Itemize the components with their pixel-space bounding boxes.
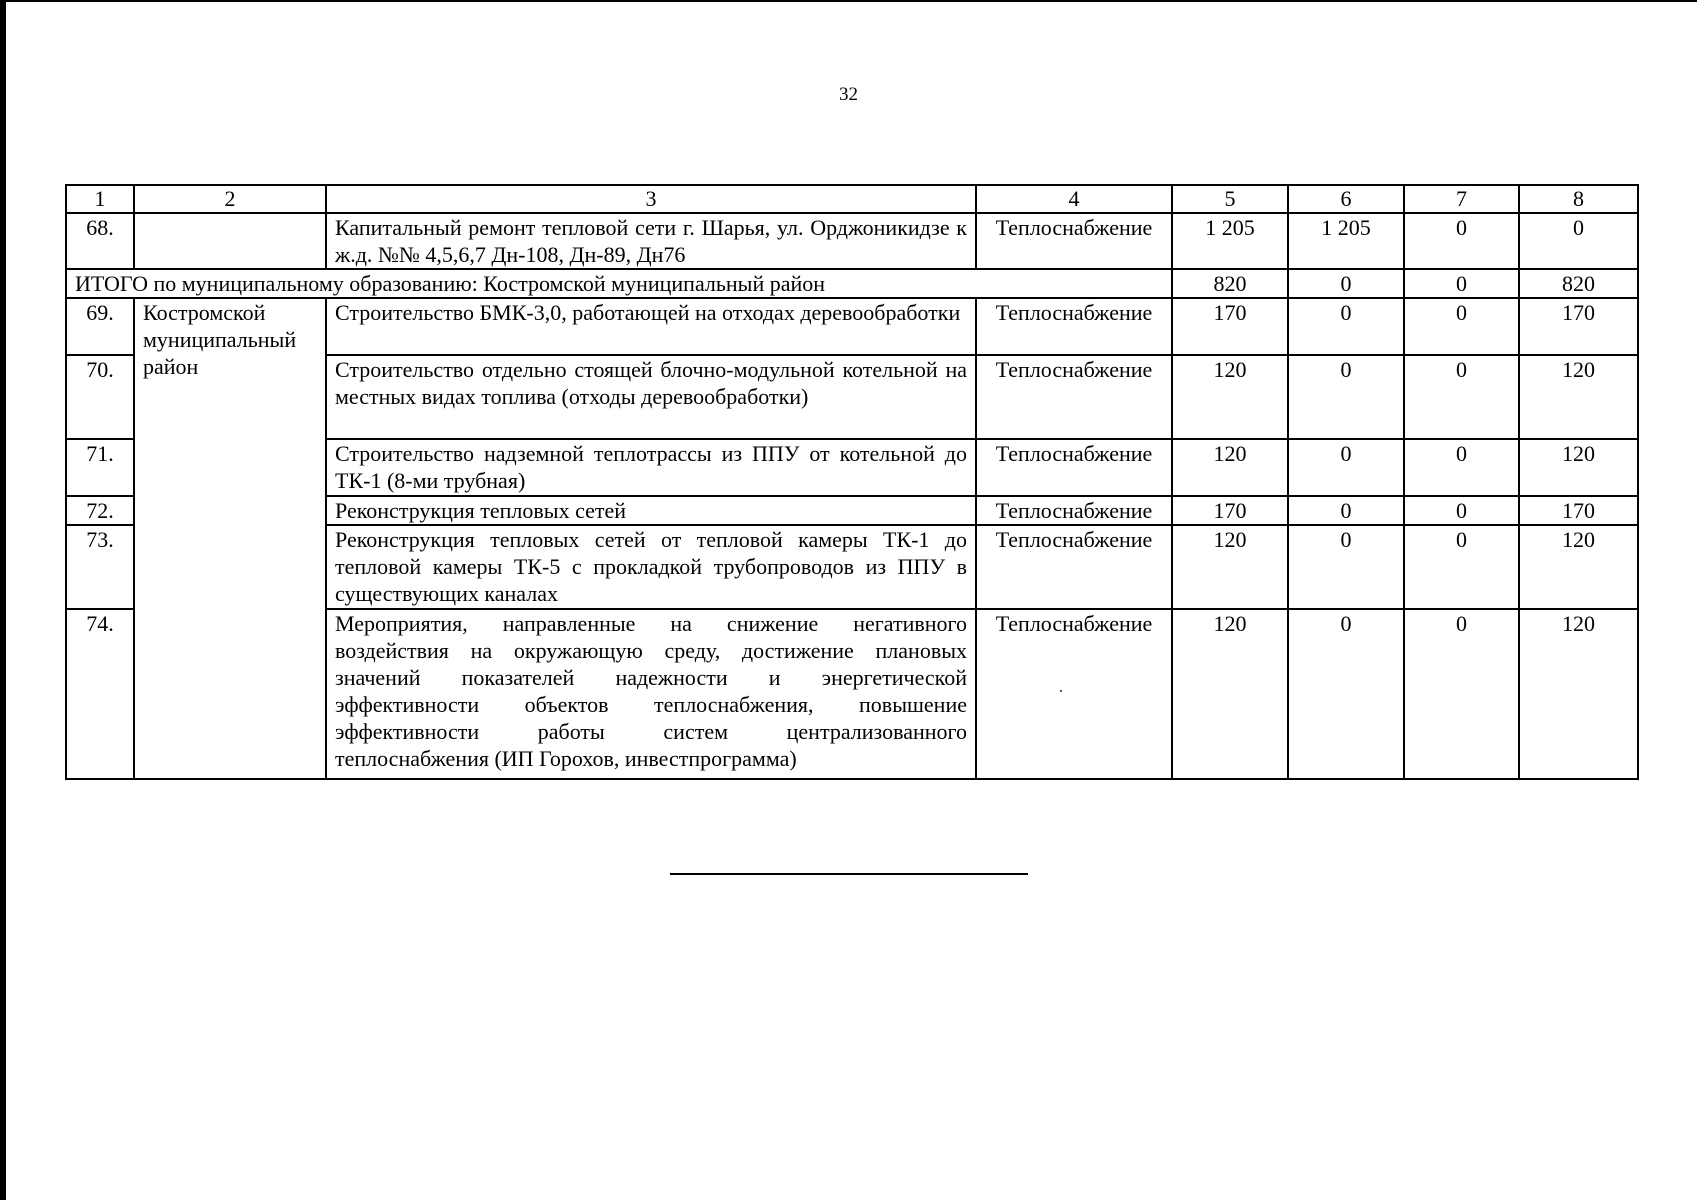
header-cell: 2 [134,185,326,213]
row-area [134,213,326,269]
row-description: Реконструкция тепловых сетей от тепловой камеры ТК-1 до тепловой камеры ТК-5 с прокладкой трубопроводов из ППУ в существующих каналах [326,525,976,609]
total-label: ИТОГО по муниципальному образованию: Костромской муниципальный район [66,269,1172,298]
table-row [66,298,1638,355]
row-value-8: 120 [1519,525,1638,609]
row-description: Строительство БМК-3,0, работающей на отходах деревообработки [326,298,976,355]
row-value-7: 0 [1404,496,1519,525]
row-value-7: 0 [1404,525,1519,609]
row-value-5: 120 [1172,609,1288,779]
scan-left-edge [0,0,6,1200]
row-type: Теплоснабжение [976,355,1172,439]
row-number: 69. [66,298,134,355]
table-header-row [66,185,1638,213]
row-value-5: 1 205 [1172,213,1288,269]
row-value-6: 0 [1288,355,1404,439]
row-value-6: 0 [1288,525,1404,609]
row-value-7: 0 [1404,439,1519,496]
header-cell: 6 [1288,185,1404,213]
row-description: Реконструкция тепловых сетей [326,496,976,525]
table-row [66,213,1638,269]
header-cell: 1 [66,185,134,213]
row-number: 70. [66,355,134,439]
row-type: Теплоснабжение [976,609,1172,779]
row-value-5: 170 [1172,496,1288,525]
row-description: Мероприятия, направленные на снижение негативного воздействия на окружающую среду, достижение плановых значений показателей надежности и энергетической эффективности объектов теплоснабжения, повышение эффективности работы систем централизованного теплоснабжения (ИП Горохов, инвестпрограмма) [326,609,976,779]
total-row [66,269,1638,298]
row-number: 68. [66,213,134,269]
row-number: 73. [66,525,134,609]
row-number: 71. [66,439,134,496]
row-value-8: 120 [1519,439,1638,496]
end-of-document-rule [670,873,1028,875]
row-value-7: 0 [1404,298,1519,355]
row-type: Теплоснабжение [976,525,1172,609]
row-value-6: 1 205 [1288,213,1404,269]
row-type: Теплоснабжение [976,213,1172,269]
total-value-5: 820 [1172,269,1288,298]
row-value-7: 0 [1404,609,1519,779]
header-cell: 8 [1519,185,1638,213]
row-value-7: 0 [1404,355,1519,439]
row-value-6: 0 [1288,609,1404,779]
row-description: Строительство отдельно стоящей блочно-модульной котельной на местных видах топлива (отходы деревообработки) [326,355,976,439]
document-table [65,184,1639,780]
row-area: Костромской муниципальный район [134,298,326,779]
row-value-8: 0 [1519,213,1638,269]
total-value-8: 820 [1519,269,1638,298]
row-value-7: 0 [1404,213,1519,269]
row-type: Теплоснабжение [976,439,1172,496]
row-number: 74. [66,609,134,779]
scan-speck [1060,690,1062,692]
page-number: 32 [839,84,858,105]
row-value-8: 170 [1519,496,1638,525]
row-value-5: 120 [1172,439,1288,496]
row-number: 72. [66,496,134,525]
row-value-5: 120 [1172,525,1288,609]
row-value-6: 0 [1288,439,1404,496]
row-value-5: 170 [1172,298,1288,355]
row-description: Строительство надземной теплотрассы из ППУ от котельной до ТК-1 (8-ми трубная) [326,439,976,496]
row-value-6: 0 [1288,298,1404,355]
scan-top-edge [0,0,1697,2]
row-type: Теплоснабжение [976,496,1172,525]
header-cell: 4 [976,185,1172,213]
header-cell: 7 [1404,185,1519,213]
row-value-5: 120 [1172,355,1288,439]
row-value-8: 120 [1519,355,1638,439]
row-value-8: 120 [1519,609,1638,779]
row-value-8: 170 [1519,298,1638,355]
header-cell: 5 [1172,185,1288,213]
row-value-6: 0 [1288,496,1404,525]
total-value-6: 0 [1288,269,1404,298]
row-type: Теплоснабжение [976,298,1172,355]
total-value-7: 0 [1404,269,1519,298]
header-cell: 3 [326,185,976,213]
row-description: Капитальный ремонт тепловой сети г. Шарья, ул. Орджоникидзе к ж.д. №№ 4,5,6,7 Дн-108, Дн-89, Дн76 [326,213,976,269]
